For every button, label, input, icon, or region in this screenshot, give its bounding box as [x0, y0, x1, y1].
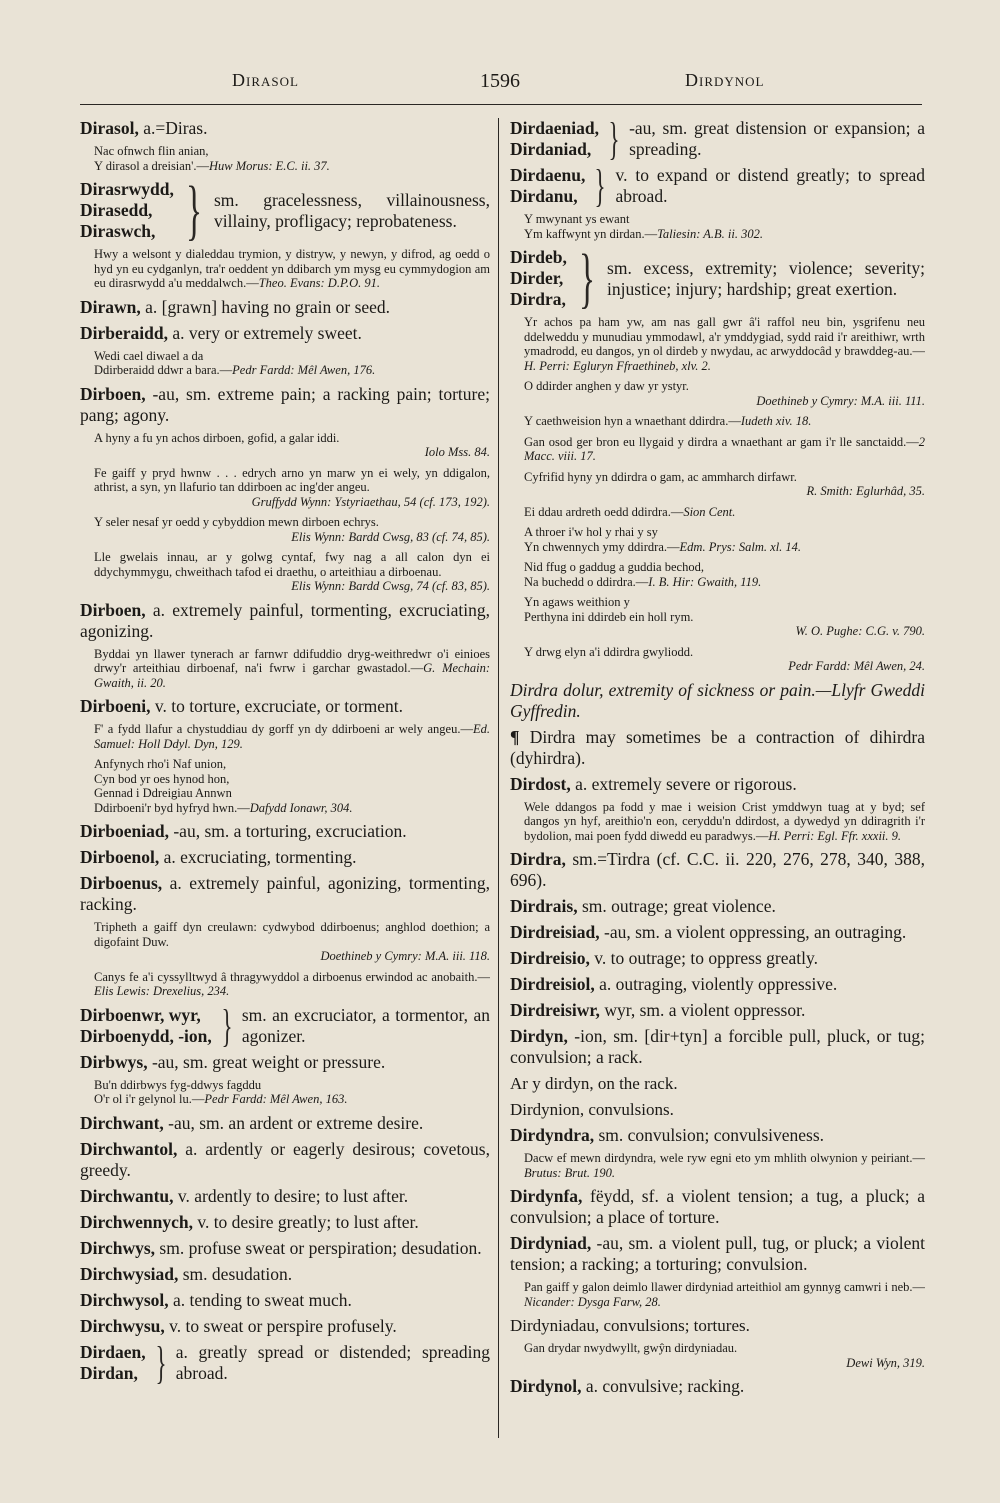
definition: a. ardently or eagerly desirous; covetous, greedy.: [80, 1138, 490, 1180]
citation: [524, 470, 925, 499]
right-column: [510, 118, 925, 1448]
citation-text: Tripheth a gaiff dyn creulawn: cydwybod ddirboenus; anghlod doethion; a digofaint Duw.: [94, 920, 490, 949]
citation-text: Cyfrifid hyny yn ddirdra o gam, ac ammharch dirfawr.: [524, 469, 797, 484]
definition: sm. profuse sweat or perspiration; desudation.: [155, 1237, 482, 1258]
definition: v. to torture, excruciate, or torment.: [150, 696, 404, 716]
dictionary-entry: [80, 821, 490, 842]
citation-text: Nac ofnwch flin anian, Y dirasol a dreisian'.—: [94, 144, 209, 173]
headword: ¶: [510, 726, 520, 747]
dictionary-entry: [510, 1099, 925, 1120]
citation-source: I. B. Hir: Gwaith, 119.: [648, 574, 762, 589]
definition: -au, sm. a torturing, excruciation.: [168, 821, 407, 841]
headword: Dirchwant,: [80, 1112, 164, 1133]
citation-source: Theo. Evans: D.P.O. 91.: [258, 276, 381, 290]
definition: sm. gracelessness, villainousness, villainy, profligacy; reprobateness.: [214, 189, 490, 231]
citation: [524, 1280, 925, 1309]
citation: [94, 920, 490, 964]
headword: Dirawn,: [80, 296, 141, 317]
definition: a. tending to sweat much.: [168, 1289, 352, 1310]
citation: [94, 247, 490, 291]
definition: Ar y dirdyn, on the rack.: [510, 1074, 678, 1093]
headword: Dirdaeniad,: [510, 118, 599, 138]
headword: Dirasol,: [80, 118, 139, 138]
definition: sm. desudation.: [178, 1263, 293, 1284]
brace: }: [155, 1336, 167, 1388]
citation: [524, 379, 925, 408]
grouped-entry: [510, 118, 925, 164]
header-right-guide-word: Dirdynol: [685, 70, 765, 90]
citation: [94, 550, 490, 594]
citation: [94, 647, 490, 691]
citation-text: A hyny a fu yn achos dirboen, gofid, a galar iddi.: [94, 430, 340, 445]
citation-text: Fe gaiff y pryd hwnw . . . edrych arno yn marw yn ei wely, yn ddigalon, athrist, a syn, yn llafurio tan ddirboen ac ing'der angeu.: [94, 465, 490, 494]
definition: -au, sm. a violent oppressing, an outraging.: [599, 922, 907, 942]
dictionary-entry: [510, 680, 925, 722]
citation-source: Doethineb y Cymry: M.A. iii. 111.: [756, 393, 925, 408]
headword: Dirchwennych,: [80, 1211, 193, 1232]
dictionary-entry: [510, 1000, 925, 1021]
headword: Dirdrais,: [510, 896, 578, 916]
dictionary-entry: [80, 323, 490, 344]
citation-text: Wele ddangos pa fodd y mae i weision Crist ymddwyn tuag at y byd; sef dangos yn hyf, areithio'n eon, ceryddu'n ddirdost, a dywedyd yn ddiragrith i'r bydolion, mai poen fydd diwedd eu paradwys.—: [524, 799, 925, 843]
citation: [94, 466, 490, 510]
citation-source: H. Perri: Egl. Ffr. xxxii. 9.: [768, 828, 902, 843]
headword: Dirdra,: [510, 849, 566, 869]
citation-text: Gan osod ger bron eu llygaid y dirdra a wnaethant ar gam i'r lle sanctaidd.—: [524, 434, 919, 449]
definition: Dirdynion, convulsions.: [510, 1100, 674, 1119]
citation-source: Brutus: Brut. 190.: [524, 1165, 615, 1180]
definition: -au, sm. great distension or expansion; a spreading.: [629, 118, 925, 159]
definition: Dirdra may sometimes be a contraction of dihirdra (dyhirdra).: [510, 726, 925, 768]
headword-group: [80, 1342, 146, 1384]
citation-source: Dafydd Ionawr, 304.: [249, 800, 353, 815]
citation-source: Elis Wynn: Bardd Cwsg, 74 (cf. 83, 85).: [291, 579, 490, 593]
definition: -au, sm. an ardent or extreme desire.: [163, 1112, 424, 1133]
citation-text: Anfynych rho'i Naf union, Cyn bod yr oes hynod hon, Gennad i Ddreigiau Annwn Ddirboeni'r byd hyfryd hwn.—: [94, 757, 250, 815]
dictionary-entry: [80, 1238, 490, 1259]
headword: Dirder,: [510, 268, 564, 288]
citation-text: Nid ffug o gaddug a guddia bechod, Na buchedd o ddirdra.—: [524, 560, 704, 589]
citation-source: Iolo Mss. 84.: [424, 445, 490, 459]
definition: fëydd, sf. a violent tension; a tug, a pluck; a convulsion; a place of torture.: [510, 1186, 925, 1227]
headword: Dirboenwr, wyr,: [80, 1004, 201, 1025]
dictionary-entry: [510, 1073, 925, 1094]
brace: }: [185, 173, 202, 247]
headword: Dirchwantol,: [80, 1138, 178, 1159]
citation-source: Elis Wynn: Bardd Cwsg, 83 (cf. 74, 85).: [291, 529, 490, 544]
grouped-entry: [80, 1336, 490, 1388]
definition: sm. an excruciator, a tormentor, an agonizer.: [241, 1004, 490, 1046]
citation: [94, 515, 490, 544]
citation-text: Gan drydar nwydwyllt, gwŷn dirdyniadau.: [524, 1341, 738, 1355]
definition: sm.=Tirdra (cf. C.C. ii. 220, 276, 278, 340, 388, 696).: [510, 849, 925, 890]
dictionary-entry: [510, 849, 925, 891]
definition: a. extremely painful, agonizing, tormenting, racking.: [80, 873, 490, 914]
citation: [94, 970, 490, 999]
headword: Dirdaenu,: [510, 165, 586, 185]
citation: [94, 1078, 490, 1107]
citation-source: R. Smith: Eglurhâd, 35.: [806, 484, 925, 498]
citation: [524, 595, 925, 639]
dictionary-entry: [80, 1212, 490, 1233]
headword-group: [510, 165, 585, 207]
headword: Dirboen,: [80, 599, 146, 620]
headword: Dirdyn,: [510, 1026, 568, 1046]
dictionary-entry: [510, 1125, 925, 1146]
headword: Dirdreisio,: [510, 948, 590, 968]
brace: }: [594, 160, 606, 211]
citation-source: Elis Lewis: Drexelius, 234.: [94, 984, 230, 998]
citation-text: Y drwg elyn a'i ddirdra gwyliodd.: [524, 644, 694, 659]
definition: -ion, sm. [dir+tyn] a forcible pull, pluck, or tug; convulsion; a rack.: [510, 1026, 925, 1067]
headword: Dirchwysu,: [80, 1315, 165, 1336]
headword: Dirdynfa,: [510, 1186, 583, 1206]
definition: v. to sweat or perspire profusely.: [164, 1315, 397, 1336]
headword: Dirdeb,: [510, 247, 567, 267]
headword: Dirdyndra,: [510, 1125, 595, 1145]
citation-source: Dewi Wyn, 319.: [846, 1355, 925, 1370]
dictionary-entry: [80, 1113, 490, 1134]
citation: [94, 757, 490, 815]
headword: Dirdan,: [80, 1362, 138, 1383]
headword: Dirdaen,: [80, 1341, 146, 1362]
definition: wyr, sm. a violent oppressor.: [599, 1000, 806, 1020]
header-left-guide-word: Dirasol: [232, 70, 299, 90]
dictionary-entry: [510, 922, 925, 943]
dictionary-entry: [80, 847, 490, 868]
citation-text: Wedi cael diwael a da Ddirberaidd ddwr a bara.—: [94, 348, 233, 377]
dictionary-entry: [80, 1186, 490, 1207]
headword: Dirboeni,: [80, 696, 151, 716]
headword: Dirchwysiad,: [80, 1263, 179, 1284]
header-rule: [80, 104, 922, 105]
brace: }: [578, 241, 596, 315]
headword: Dirdaniad,: [510, 139, 592, 159]
citation: [524, 645, 925, 674]
definition: sm. excess, extremity; violence; severity; injustice; injury; hardship; great exertion.: [607, 257, 925, 299]
citation-source: Pedr Fardd: Mêl Awen, 176.: [232, 363, 376, 377]
headword-group: [510, 247, 567, 310]
citation-text: Y seler nesaf yr oedd y cybyddion mewn dirboen echrys.: [94, 515, 379, 529]
citation-source: Ed. Samuel: Holl Ddyl. Dyn, 129.: [94, 722, 490, 751]
headword-group: [510, 118, 599, 160]
definition: v. to expand or distend greatly; to spread abroad.: [615, 165, 925, 206]
definition: a. [grawn] having no grain or seed.: [140, 296, 391, 317]
dictionary-entry: [510, 1376, 925, 1397]
citation: [94, 144, 490, 173]
grouped-entry: [510, 241, 925, 315]
headword: Dirboenydd, -ion,: [80, 1025, 212, 1046]
running-header: [80, 70, 920, 96]
dictionary-entry: [510, 1315, 925, 1336]
headword: Dirdyniad,: [510, 1233, 592, 1253]
brace: }: [608, 118, 620, 164]
definition: a.=Diras.: [138, 118, 208, 138]
headword: Dirberaidd,: [80, 322, 168, 343]
citation-source: Gruffydd Wynn: Ystyriaethau, 54 (cf. 173, 192).: [251, 494, 490, 509]
citation-source: Edm. Prys: Salm. xl. 14.: [679, 539, 802, 554]
grouped-entry: [510, 160, 925, 211]
citation: [524, 1341, 925, 1370]
citation-text: Lle gwelais innau, ar y golwg cyntaf, fwy nag a all calon dyn ei ddychymmygu, chweithach tafod ei draethu, o arteithiau a dirboenau.: [94, 550, 490, 579]
headword: Dirbwys,: [80, 1051, 148, 1072]
citation: [524, 560, 925, 589]
citation-text: Y caethweision hyn a wnaethant ddirdra.—: [524, 414, 741, 428]
citation: [524, 315, 925, 373]
dictionary-entry: [510, 727, 925, 769]
definition: a. convulsive; racking.: [581, 1376, 745, 1396]
headword: Dirboeniad,: [80, 821, 169, 841]
definition: Dirdra dolur, extremity of sickness or pain.—Llyfr Gweddi Gyffredin.: [510, 679, 925, 721]
definition: a. very or extremely sweet.: [168, 322, 362, 343]
left-column: [80, 118, 490, 1448]
headword: Dirdreisiwr,: [510, 1000, 600, 1020]
citation-text: Yn agaws weithion y Perthyna ini ddirdeb ein holl rym.: [524, 595, 694, 624]
citation-source: H. Perri: Egluryn Ffraethineb, xlv. 2.: [524, 358, 711, 373]
citation-text: Hwy a welsont y dialeddau trymion, y distryw, y newyn, y difrod, ag oedd o hyd yn eu cydganlyn, tra'r oeddent yn ddibarch ym mysg eu cymmydogion am eu dirasrwydd a'u meddalwch.—: [94, 247, 490, 290]
headword: Diraswch,: [80, 221, 156, 241]
definition: v. to outrage; to oppress greatly.: [589, 948, 818, 968]
citation-source: W. O. Pughe: C.G. v. 790.: [795, 624, 925, 638]
citation-text: F' a fydd llafur a chystuddiau dy gorff yn dy ddirboeni ar wely angeu.—: [94, 722, 473, 736]
headword-group: [80, 1005, 212, 1047]
dictionary-entry: [510, 774, 925, 795]
dictionary-entry: [80, 118, 490, 139]
dictionary-entry: [80, 384, 490, 426]
dictionary-entry: [510, 948, 925, 969]
dictionary-entry: [80, 297, 490, 318]
citation-text: Byddai yn llawer tynerach ar farnwr ddifuddio dryg-weithredwr o'i einioes drwy'r arteithiau dirboenaf, na'i fwrw i garchar gwastadol.—: [94, 646, 490, 675]
headword: Dirchwysol,: [80, 1289, 169, 1310]
dictionary-entry: [510, 974, 925, 995]
definition: a. outraging, violently oppressive.: [594, 974, 838, 994]
definition: v. to desire greatly; to lust after.: [192, 1211, 419, 1232]
citation: [94, 722, 490, 751]
citation: [524, 505, 925, 520]
citation-text: Y mwynant ys ewant Ym kaffwynt yn dirdan.—: [524, 212, 658, 241]
citation-source: Pedr Fardd: Mêl Awen, 163.: [204, 1092, 348, 1106]
brace: }: [221, 999, 233, 1051]
headword: Dirdynol,: [510, 1376, 582, 1396]
citation-text: Canys fe a'i cyssylltwyd â thragywyddol a dirboenus erwindod ac anobaith.—: [94, 969, 490, 984]
citation: [524, 212, 925, 241]
headword: Dirasedd,: [80, 200, 153, 220]
definition: -au, sm. extreme pain; a racking pain; torture; pang; agony.: [80, 383, 490, 425]
headword-group: [80, 179, 174, 242]
citation-text: O ddirder anghen y daw yr ystyr.: [524, 379, 689, 393]
citation: [524, 525, 925, 554]
dictionary-entry: [80, 1052, 490, 1073]
definition: v. ardently to desire; to lust after.: [173, 1185, 409, 1206]
headword: Dirboenus,: [80, 873, 163, 893]
citation: [94, 431, 490, 460]
citation-text: A throer i'w hol y rhai y sy Yn chwennych ymy ddirdra.—: [524, 525, 680, 554]
citation-text: Ei ddau ardreth oedd ddirdra.—: [524, 504, 684, 519]
headword: Dirboen,: [80, 383, 146, 404]
headword: Dirdost,: [510, 773, 571, 794]
headword: Dirchwys,: [80, 1237, 156, 1258]
citation-source: Pedr Fardd: Mêl Awen, 24.: [788, 659, 925, 673]
citation-source: 2 Macc. viii. 17.: [524, 434, 925, 463]
citation-text: Dacw ef mewn dirdyndra, wele ryw egni eto ym mhlith olwynion y peiriant.—: [524, 1151, 925, 1165]
dictionary-entry: [80, 1316, 490, 1337]
citation-source: Huw Morus: E.C. ii. 37.: [208, 158, 330, 173]
citation-text: Pan gaiff y galon deimlo llawer dirdyniad arteithiol am gynnyg camwri i neb.—: [524, 1280, 925, 1294]
definition: -au, sm. a violent pull, tug, or pluck; a violent tension; a racking; a torturing; convulsion.: [510, 1233, 925, 1274]
citation-text: Bu'n ddirbwys fyg-ddwys fagddu O'r ol i'r gelynol lu.—: [94, 1077, 262, 1106]
definition: sm. outrage; great violence.: [577, 896, 776, 916]
headword: Dirboenol,: [80, 847, 160, 867]
dictionary-entry: [80, 1139, 490, 1181]
definition: Dirdyniadau, convulsions; tortures.: [510, 1316, 750, 1335]
page-number: 1596: [480, 70, 520, 92]
dictionary-entry: [80, 1264, 490, 1285]
citation-text: Yr achos pa ham yw, am nas gall gwr â'i raffol neu bin, ysgrifenu neu ddelweddu y munudiau ymmodawl, a'r ymddygiad, sydd raid i'r areithiwr, wrth ymadrodd, eu dangos, yn ol dirdeb y nwydau, ac arwyddocâd y brawddeg-au.—: [524, 315, 925, 358]
dictionary-entry: [510, 1186, 925, 1228]
dictionary-entry: [510, 1026, 925, 1068]
citation: [524, 435, 925, 464]
headword: Dirdanu,: [510, 186, 578, 206]
definition: a. extremely severe or rigorous.: [570, 773, 797, 794]
headword: Dirchwantu,: [80, 1185, 174, 1206]
grouped-entry: [80, 173, 490, 247]
dictionary-entry: [510, 896, 925, 917]
citation: [524, 800, 925, 844]
citation-source: Iudeth xiv. 18.: [740, 414, 812, 428]
headword: Dirdra,: [510, 289, 566, 309]
definition: a. excruciating, tormenting.: [159, 847, 357, 867]
citation-source: G. Mechain: Gwaith, ii. 20.: [94, 661, 490, 690]
dictionary-entry: [80, 1290, 490, 1311]
citation-source: Sion Cent.: [683, 504, 736, 519]
dictionary-entry: [80, 600, 490, 642]
citation-source: Doethineb y Cymry: M.A. iii. 118.: [320, 949, 490, 963]
dictionary-entry: [80, 696, 490, 717]
citation-source: Taliesin: A.B. ii. 302.: [657, 226, 764, 241]
dictionary-entry: [510, 1233, 925, 1275]
headword: Dirdreisiad,: [510, 922, 600, 942]
definition: -au, sm. great weight or pressure.: [147, 1051, 386, 1072]
definition: a. extremely painful, tormenting, excruciating, agonizing.: [80, 599, 490, 641]
headword: Dirasrwydd,: [80, 179, 174, 199]
citation-source: Nicander: Dysga Farw, 28.: [524, 1294, 661, 1309]
citation: [524, 414, 925, 429]
grouped-entry: [80, 999, 490, 1051]
citation: [524, 1151, 925, 1180]
headword: Dirdreisiol,: [510, 974, 595, 994]
citation: [94, 349, 490, 378]
dictionary-entry: [80, 873, 490, 915]
definition: sm. convulsion; convulsiveness.: [594, 1125, 825, 1145]
definition: a. greatly spread or distended; spreading abroad.: [175, 1341, 490, 1383]
column-divider: [498, 118, 499, 1438]
